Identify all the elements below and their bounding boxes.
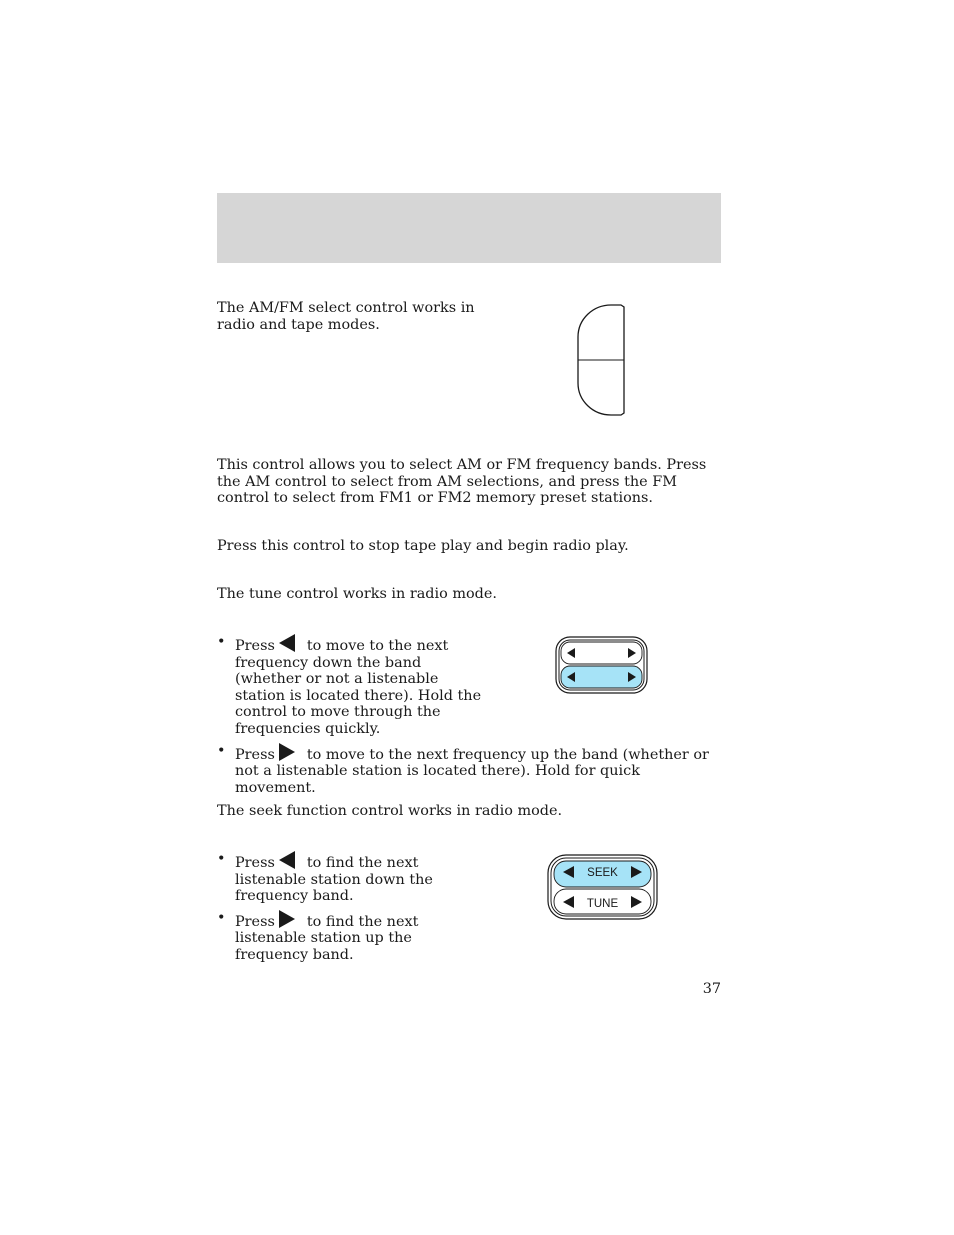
right-arrow-icon (279, 910, 295, 928)
tune-intro: The tune control works in radio mode. (217, 586, 497, 602)
left-arrow-icon (279, 634, 295, 652)
list-item: • Press to move to the next frequency up the band (whether or not a listenable station is located there). Hold for quick movement. (217, 742, 709, 796)
section-header-band (217, 193, 721, 263)
right-arrow-icon (279, 743, 295, 761)
left-arrow-icon (279, 851, 295, 869)
list-item: • Press to find the next listenable station up the frequency band. (217, 909, 419, 963)
seek-bullet-list (217, 851, 477, 964)
seek-label: SEEK (587, 867, 618, 879)
tape-to-radio-note: Press this control to stop tape play and begin radio play. (217, 538, 629, 554)
list-item: • Press to find the next listenable station down the frequency band. (217, 851, 433, 905)
tune-label: TUNE (586, 898, 619, 910)
page-number: 37 (702, 981, 721, 997)
list-item: • Press to move to the next frequency down the band (whether or not a listenable station is located there). Hold the control to move through the frequencies quickly. (217, 634, 482, 737)
seek-intro: The seek function control works in radio mode. (217, 803, 563, 819)
tune-control-illustration (554, 635, 649, 695)
am-fm-button-illustration (575, 303, 629, 417)
am-fm-description: This control allows you to select AM or FM frequency bands. Press the AM control to select from AM selections, and press the FM control to select from FM1 or FM2 memory preset stations. (217, 457, 707, 507)
am-fm-intro: The AM/FM select control works in radio and tape modes. (217, 300, 475, 333)
seek-tune-control-illustration (546, 853, 659, 921)
